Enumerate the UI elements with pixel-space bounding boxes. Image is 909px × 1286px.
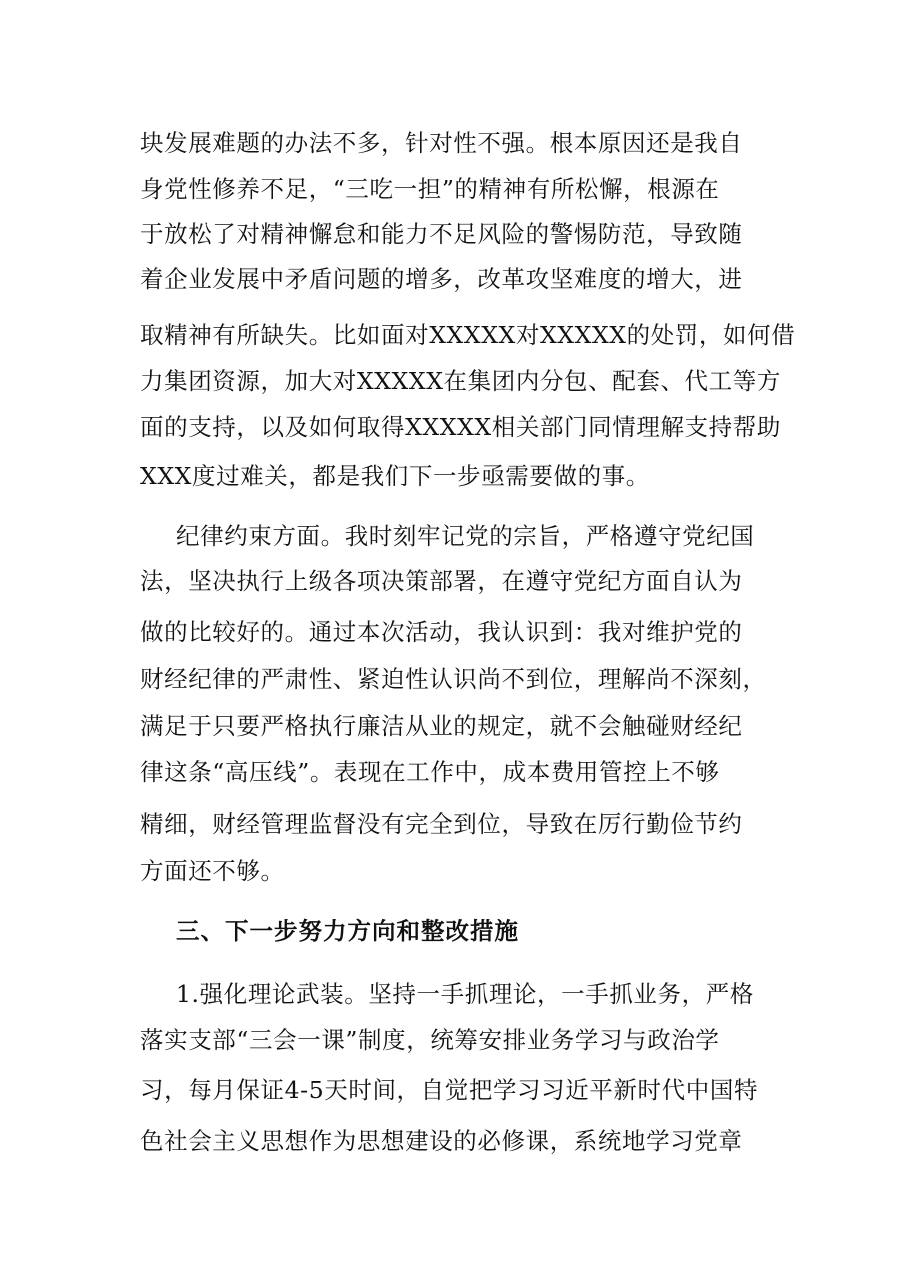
text-line: 法，坚决执行上级各项决策部署，在遵守党纪方面自认为	[140, 567, 743, 595]
text-line: 块发展难题的办法不多，针对性不强。根本原因还是我自	[140, 129, 743, 157]
text-line: 身党性修养不足，“三吃一担”的精神有所松懈，根源在	[140, 175, 720, 203]
paragraph-start-line: 1.强化理论武装。坚持一手抓理论，一手抓业务，严格	[176, 980, 754, 1008]
text-line: 方面还不够。	[140, 857, 285, 885]
paragraph-start-line: 纪律约束方面。我时刻牢记党的宗旨，严格遵守党纪国	[176, 522, 755, 550]
text-line: 色社会主义思想作为思想建设的必修课，系统地学习党章	[140, 1127, 743, 1155]
text-line: 取精神有所缺失。比如面对XXXXX对XXXXX的处罚，如何借	[140, 321, 796, 349]
text-line: 精细，财经管理监督没有完全到位，导致在厉行勤俭节约	[140, 810, 743, 838]
text-line: 满足于只要严格执行廉洁从业的规定，就不会触碰财经纪	[140, 712, 743, 740]
text-line: 面的支持，以及如何取得XXXXX相关部门同情理解支持帮助	[140, 413, 781, 441]
text-line: 落实支部“三会一课”制度，统筹安排业务学习与政治学	[140, 1026, 720, 1054]
text-line: 习，每月保证4-5天时间，自觉把学习习近平新时代中国特	[140, 1076, 759, 1104]
text-line: 做的比较好的。通过本次活动，我认识到：我对维护党的	[140, 618, 743, 646]
section-heading: 三、下一步努力方向和整改措施	[176, 917, 519, 945]
text-line: 于放松了对精神懈怠和能力不足风险的警惕防范，导致随	[140, 220, 743, 248]
text-line: 力集团资源，加大对XXXXX在集团内分包、配套、代工等方	[140, 367, 781, 395]
text-line: 财经纪律的严肃性、紧迫性认识尚不到位，理解尚不深刻，	[140, 665, 767, 693]
text-line: XXX度过难关，都是我们下一步亟需要做的事。	[140, 462, 650, 490]
text-line: 着企业发展中矛盾问题的增多，改革攻坚难度的增大，进	[140, 265, 743, 293]
text-line: 律这条“高压线”。表现在工作中，成本费用管控上不够	[140, 758, 720, 786]
